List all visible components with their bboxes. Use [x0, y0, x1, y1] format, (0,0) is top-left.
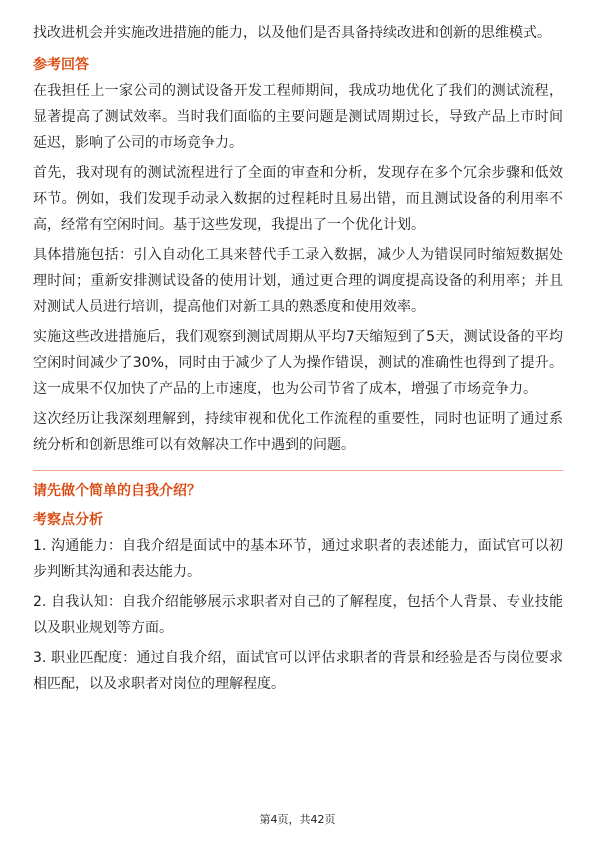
answer-paragraph: 实施这些改进措施后，我们观察到测试周期从平均7天缩短到了5天，测试设备的平均空闲时间减少了30%，同时由于减少了人为操作错误，测试的准确性也得到了提升。这一成果不仅加快了产品的上市速度，也为公司节省了成本，增强了市场竞争力。 — [33, 329, 563, 397]
answer-paragraph: 具体措施包括：引入自动化工具来替代手工录入数据，减少人为错误同时缩短数据处理时间；重新安排测试设备的使用计划，通过更合理的调度提高设备的利用率；并且对测试人员进行培训，提高他们对新工具的熟悉度和使用效率。 — [33, 247, 563, 315]
section-divider — [33, 470, 563, 471]
reference-answer-heading: 参考回答 — [33, 57, 89, 73]
analysis-point: 2. 自我认知：自我介绍能够展示求职者对自己的了解程度，包括个人背景、专业技能以及职业规划等方面。 — [33, 594, 563, 636]
answer-paragraph: 在我担任上一家公司的测试设备开发工程师期间，我成功地优化了我们的测试流程，显著提高了测试效率。当时我们面临的主要问题是测试周期过长，导致产品上市时间延迟，影响了公司的市场竞争力。 — [33, 83, 563, 151]
analysis-point: 1. 沟通能力：自我介绍是面试中的基本环节，通过求职者的表述能力，面试官可以初步判断其沟通和表达能力。 — [33, 538, 563, 580]
question-title: 请先做个简单的自我介绍？ — [33, 483, 201, 499]
answer-paragraph: 这次经历让我深刻理解到，持续审视和优化工作流程的重要性，同时也证明了通过系统分析和创新思维可以有效解决工作中遇到的问题。 — [33, 411, 563, 453]
document-page — [33, 20, 563, 697]
analysis-point: 3. 职业匹配度：通过自我介绍，面试官可以评估求职者的背景和经验是否与岗位要求相匹配，以及求职者对岗位的理解程度。 — [33, 650, 563, 692]
analysis-heading: 考察点分析 — [33, 512, 103, 528]
answer-paragraph: 首先，我对现有的测试流程进行了全面的审查和分析，发现存在多个冗余步骤和低效环节。例如，我们发现手动录入数据的过程耗时且易出错，而且测试设备的利用率不高，经常有空闲时间。基于这些发现，我提出了一个优化计划。 — [33, 165, 563, 233]
page-number-footer: 第4页，共42页 — [259, 813, 336, 826]
intro-continuation-text: 找改进机会并实施改进措施的能力，以及他们是否具备持续改进和创新的思维模式。 — [33, 25, 551, 41]
